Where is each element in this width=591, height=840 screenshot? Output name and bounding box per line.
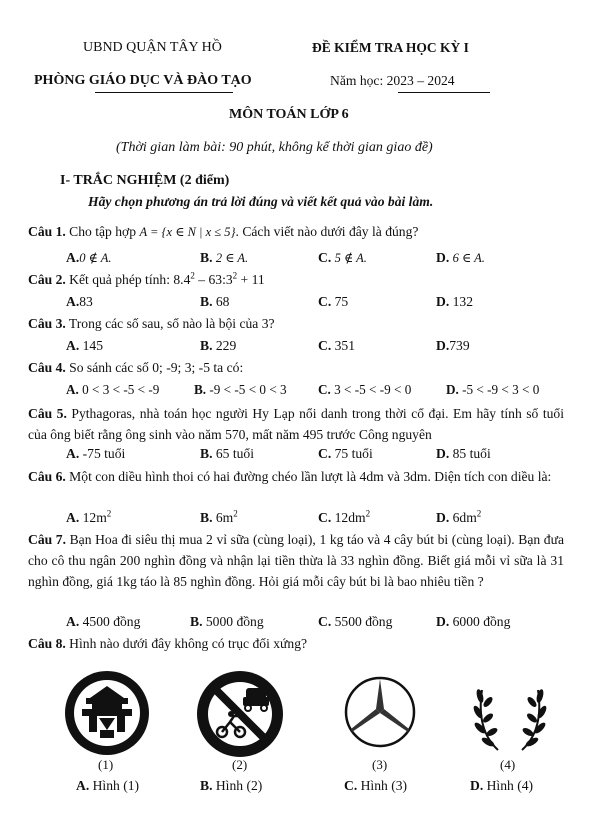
figure-label-1: (1) (98, 757, 114, 772)
section-title: I- TRẮC NGHIỆM (2 điểm) (60, 173, 230, 188)
option-d[interactable]: D. 6 ∈ A. (436, 250, 485, 265)
time-note: (Thời gian làm bài: 90 phút, không kể thời gian giao đề) (116, 140, 433, 155)
options-row-4 (0, 382, 591, 402)
option-d[interactable]: D. 85 tuổi (436, 446, 491, 461)
question-text-end: . Cách viết nào dưới đây là đúng? (235, 224, 419, 239)
section-instruction: Hãy chọn phương án trả lời đúng và viết kết quả vào bài làm. (88, 194, 434, 209)
option-c[interactable]: C. 5500 đồng (318, 614, 393, 629)
option-b[interactable]: B. -9 < -5 < 0 < 3 (194, 382, 287, 397)
question-4: Câu 4. So sánh các số 0; -9; 3; -5 ta có: (28, 360, 244, 375)
subject-title: MÔN TOÁN LỚP 6 (229, 107, 349, 122)
option-c[interactable]: C. 75 tuổi (318, 446, 373, 461)
option-d[interactable]: D. -5 < -9 < 3 < 0 (446, 382, 540, 397)
figure-4-laurel-wreath-icon (468, 678, 552, 754)
option-a[interactable]: A.83 (66, 294, 93, 309)
department-name: PHÒNG GIÁO DỤC VÀ ĐÀO TẠO (34, 73, 252, 88)
option-a[interactable]: A. -75 tuổi (66, 446, 126, 461)
options-row-6 (0, 510, 591, 530)
options-row-3 (0, 338, 591, 358)
option-c[interactable]: C. 3 < -5 < -9 < 0 (318, 382, 412, 397)
school-year-underline (398, 92, 490, 93)
question-5: Câu 5. Pythagoras, nhà toán học người Hy Lạp nổi danh trong thời cổ đại. Em hãy tính số tuổi của ông biết rằng ông sinh vào năm 570, mất năm 495 trước Công nguyên (28, 406, 564, 442)
option-b[interactable]: B. 68 (200, 294, 230, 309)
option-c[interactable]: C. $12dm^2$ (318, 508, 371, 525)
option-b[interactable]: B. 5000 đồng (190, 614, 264, 629)
option-b[interactable]: B. 65 tuổi (200, 446, 255, 461)
header-underline (95, 92, 233, 93)
question-8: Câu 8. Hình nào dưới đây không có trục đối xứng? (28, 636, 308, 651)
school-year: Năm học: 2023 – 2024 (330, 73, 455, 88)
options-row-1 (0, 250, 591, 270)
question-3: Câu 3. Trong các số sau, số nào là bội của 3? (28, 316, 275, 331)
question-2: Câu 2. Kết quả phép tính: $8.4^2$ – $63:3^2 + 11$ (28, 270, 265, 287)
figure-1-hanoi-emblem-icon (62, 668, 152, 758)
option-a[interactable]: A. 4500 đồng (66, 614, 141, 629)
question-1 (28, 224, 418, 240)
exam-title: ĐỀ KIỂM TRA HỌC KỲ I (312, 40, 469, 55)
district-name: UBND QUẬN TÂY HỒ (83, 40, 222, 55)
option-d[interactable]: D. Hình (4) (470, 778, 534, 793)
figure-label-4: (4) (500, 757, 516, 772)
figure-3-star-circle-icon (340, 672, 420, 752)
figure-label-3: (3) (372, 757, 388, 772)
option-a[interactable]: A. $12m^2$ (66, 508, 112, 525)
option-a[interactable]: A. Hình (1) (76, 778, 140, 793)
option-d[interactable]: D. 132 (436, 294, 474, 309)
option-b[interactable]: B. 2 ∈ A. (200, 250, 249, 265)
figure-2-no-entry-sign-icon (194, 668, 286, 760)
option-c[interactable]: C. Hình (3) (344, 778, 408, 793)
option-b[interactable]: B. Hình (2) (200, 778, 263, 793)
option-d[interactable]: D.739 (436, 338, 470, 353)
set-notation: A = {x ∈ N | x ≤ 5} (139, 225, 236, 239)
option-c[interactable]: C. 75 (318, 294, 349, 309)
options-row-2 (0, 294, 591, 314)
options-row-5 (0, 446, 591, 466)
question-6: Câu 6. Một con diều hình thoi có hai đường chéo lần lượt là 4dm và 3dm. Diện tích con diều là: (28, 469, 552, 484)
option-a[interactable]: A. 0 < 3 < -5 < -9 (66, 382, 160, 397)
option-c[interactable]: C. 5 ∉ A. (318, 250, 367, 265)
question-7: Câu 7. Bạn Hoa đi siêu thị mua 2 vỉ sữa (cùng loại), 1 kg táo và 4 cây bút bi (cùng loại). Bạn đưa cho cô thu ngân 200 nghìn đồng và nhận lại tiền thừa là 33 nghìn đồng. Biết giá mỗi vỉ sữa là 31 nghìn đồng, giá 1kg táo là 85 nghìn đồng. Hỏi giá mỗi cây bút bi là bao nhiêu tiền ? (28, 532, 564, 589)
options-row-7 (0, 614, 591, 634)
figure-label-2: (2) (232, 757, 248, 772)
option-d[interactable]: D. $6dm^2$ (436, 508, 482, 525)
option-b[interactable]: B. 229 (200, 338, 237, 353)
question-text: Cho tập hợp (65, 224, 140, 239)
option-b[interactable]: B. $6m^2$ (200, 508, 238, 525)
option-d[interactable]: D. 6000 đồng (436, 614, 511, 629)
option-a[interactable]: A. 145 (66, 338, 104, 353)
question-label: Câu 1. (28, 224, 66, 239)
option-c[interactable]: C. 351 (318, 338, 356, 353)
option-a[interactable]: A.0 ∉ A. (66, 250, 112, 265)
